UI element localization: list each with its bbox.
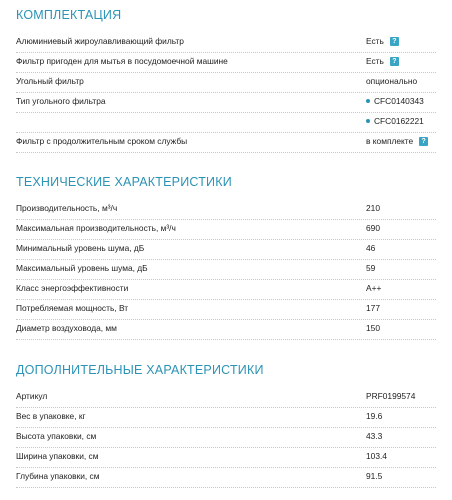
spec-row	[16, 428, 436, 448]
bullet-icon	[366, 99, 370, 103]
spec-row	[16, 53, 436, 73]
spec-value: 103.4	[366, 451, 387, 461]
spec-row	[16, 448, 436, 468]
spec-label: Алюминиевый жироулавливающий фильтр	[16, 36, 184, 46]
spec-label: Максимальный уровень шума, дБ	[16, 263, 148, 273]
spec-label: Класс энергоэффективности	[16, 283, 129, 293]
section-title: ТЕХНИЧЕСКИЕ ХАРАКТЕРИСТИКИ	[16, 175, 232, 189]
spec-row	[16, 93, 436, 113]
spec-label: Производительность, м³/ч	[16, 203, 118, 213]
spec-row	[16, 260, 436, 280]
spec-row	[16, 33, 436, 53]
spec-label: Тип угольного фильтра	[16, 96, 106, 106]
spec-value	[366, 36, 399, 46]
spec-row	[16, 280, 436, 300]
spec-label: Вес в упаковке, кг	[16, 411, 86, 421]
spec-value: 46	[366, 243, 376, 253]
spec-row	[16, 240, 436, 260]
spec-value[interactable]	[366, 116, 424, 126]
help-icon[interactable]: ?	[390, 37, 399, 46]
spec-value: 59	[366, 263, 376, 273]
spec-row	[16, 320, 436, 340]
spec-row	[16, 133, 436, 153]
section-title: ДОПОЛНИТЕЛЬНЫЕ ХАРАКТЕРИСТИКИ	[16, 363, 264, 377]
spec-row	[16, 388, 436, 408]
spec-value: 43.3	[366, 431, 383, 441]
filter-link[interactable]: CFC0140343	[374, 96, 424, 106]
spec-label: Максимальная производительность, м³/ч	[16, 223, 176, 233]
help-icon[interactable]: ?	[390, 57, 399, 66]
filter-link[interactable]: CFC0162221	[374, 116, 424, 126]
help-icon[interactable]: ?	[419, 137, 428, 146]
bullet-icon	[366, 119, 370, 123]
spec-label: Высота упаковки, см	[16, 431, 97, 441]
spec-value: 177	[366, 303, 380, 313]
spec-value: 19.6	[366, 411, 383, 421]
section-title: КОМПЛЕКТАЦИЯ	[16, 8, 122, 22]
spec-value-text: в комплекте	[366, 136, 414, 146]
spec-row	[16, 73, 436, 93]
spec-label: Фильтр пригоден для мытья в посудомоечной машине	[16, 56, 228, 66]
row-divider	[16, 487, 436, 488]
spec-row	[16, 408, 436, 428]
spec-label: Глубина упаковки, см	[16, 471, 100, 481]
spec-value: A++	[366, 283, 382, 293]
row-divider	[16, 152, 436, 153]
spec-label: Артикул	[16, 391, 48, 401]
spec-label: Угольный фильтр	[16, 76, 84, 86]
spec-row	[16, 220, 436, 240]
spec-label: Диаметр воздуховода, мм	[16, 323, 117, 333]
spec-row	[16, 200, 436, 220]
spec-label: Ширина упаковки, см	[16, 451, 99, 461]
spec-value: PRF0199574	[366, 391, 416, 401]
spec-label: Минимальный уровень шума, дБ	[16, 243, 145, 253]
spec-value: опционально	[366, 76, 418, 86]
spec-value	[366, 136, 428, 146]
spec-value: 150	[366, 323, 380, 333]
spec-label: Фильтр с продолжительным сроком службы	[16, 136, 188, 146]
spec-value: 690	[366, 223, 380, 233]
spec-row	[16, 300, 436, 320]
spec-value[interactable]	[366, 96, 424, 106]
spec-row	[16, 468, 436, 488]
spec-value: 91.5	[366, 471, 383, 481]
spec-value-text: Есть	[366, 56, 384, 66]
spec-value	[366, 56, 399, 66]
spec-row	[16, 113, 436, 133]
spec-value-text: Есть	[366, 36, 384, 46]
spec-value: 210	[366, 203, 380, 213]
spec-label: Потребляемая мощность, Вт	[16, 303, 129, 313]
row-divider	[16, 339, 436, 340]
